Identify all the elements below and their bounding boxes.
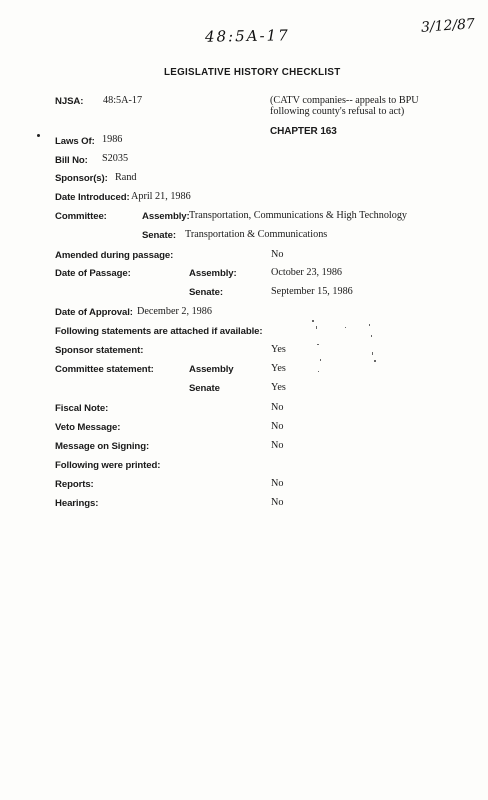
sponsor-statement-value: Yes bbox=[271, 344, 286, 355]
handwritten-statute: 48:5A-17 bbox=[204, 26, 290, 46]
veto-message-label: Veto Message: bbox=[55, 422, 121, 433]
njsa-value: 48:5A-17 bbox=[103, 95, 143, 106]
bill-no-label: Bill No: bbox=[55, 155, 88, 166]
scan-speck bbox=[372, 352, 373, 355]
fiscal-note-value: No bbox=[271, 402, 284, 413]
njsa-label: NJSA: bbox=[55, 96, 84, 107]
committee-statement-senate-value: Yes bbox=[271, 382, 286, 393]
handwritten-date: 3/12/87 bbox=[420, 16, 476, 36]
committee-label: Committee: bbox=[55, 211, 107, 222]
laws-of-label: Laws Of: bbox=[55, 136, 95, 147]
hearings-value: No bbox=[271, 497, 284, 508]
sponsor-statement-label: Sponsor statement: bbox=[55, 345, 144, 356]
scan-speck bbox=[318, 371, 319, 372]
message-signing-value: No bbox=[271, 440, 284, 451]
laws-of-value: 1986 bbox=[102, 134, 123, 145]
veto-message-value: No bbox=[271, 421, 284, 432]
date-introduced-value: April 21, 1986 bbox=[131, 191, 191, 202]
bill-no-value: S2035 bbox=[102, 153, 129, 164]
description-line-2: following county's refusal to act) bbox=[270, 106, 405, 117]
message-signing-label: Message on Signing: bbox=[55, 441, 150, 452]
committee-statement-label: Committee statement: bbox=[55, 364, 154, 375]
sponsor-label: Sponsor(s): bbox=[55, 173, 108, 184]
fiscal-note-label: Fiscal Note: bbox=[55, 403, 109, 414]
amended-value: No bbox=[271, 249, 284, 260]
approval-value: December 2, 1986 bbox=[137, 306, 212, 317]
committee-statement-senate-label: Senate bbox=[189, 383, 220, 394]
page-title: LEGISLATIVE HISTORY CHECKLIST bbox=[164, 67, 341, 78]
reports-value: No bbox=[271, 478, 284, 489]
scan-speck bbox=[371, 335, 372, 337]
date-introduced-label: Date Introduced: bbox=[55, 192, 130, 203]
passage-label: Date of Passage: bbox=[55, 268, 131, 279]
amended-label: Amended during passage: bbox=[55, 250, 174, 261]
chapter-label: CHAPTER 163 bbox=[270, 126, 337, 137]
committee-assembly-value: Transportation, Communications & High Technology bbox=[189, 210, 408, 221]
scan-speck bbox=[317, 344, 319, 345]
passage-senate-label: Senate: bbox=[189, 287, 223, 298]
description-line-1: (CATV companies-- appeals to BPU bbox=[270, 95, 419, 106]
committee-assembly-label: Assembly: bbox=[142, 211, 190, 222]
scan-speck bbox=[312, 320, 314, 322]
scan-speck bbox=[345, 327, 346, 328]
passage-assembly-value: October 23, 1986 bbox=[271, 267, 343, 278]
reports-label: Reports: bbox=[55, 479, 94, 490]
sponsor-value: Rand bbox=[115, 172, 137, 183]
attached-heading: Following statements are attached if available: bbox=[55, 326, 263, 337]
scan-speck bbox=[369, 324, 370, 326]
hearings-label: Hearings: bbox=[55, 498, 99, 509]
approval-label: Date of Approval: bbox=[55, 307, 133, 318]
committee-senate-value: Transportation & Communications bbox=[185, 229, 328, 240]
scan-speck bbox=[316, 326, 317, 329]
committee-statement-assembly-value: Yes bbox=[271, 363, 286, 374]
printed-heading: Following were printed: bbox=[55, 460, 161, 471]
margin-mark bbox=[37, 134, 40, 137]
passage-senate-value: September 15, 1986 bbox=[271, 286, 353, 297]
committee-senate-label: Senate: bbox=[142, 230, 176, 241]
scan-speck bbox=[320, 359, 321, 361]
passage-assembly-label: Assembly: bbox=[189, 268, 237, 279]
committee-statement-assembly-label: Assembly bbox=[189, 364, 234, 375]
scan-speck bbox=[374, 360, 376, 362]
